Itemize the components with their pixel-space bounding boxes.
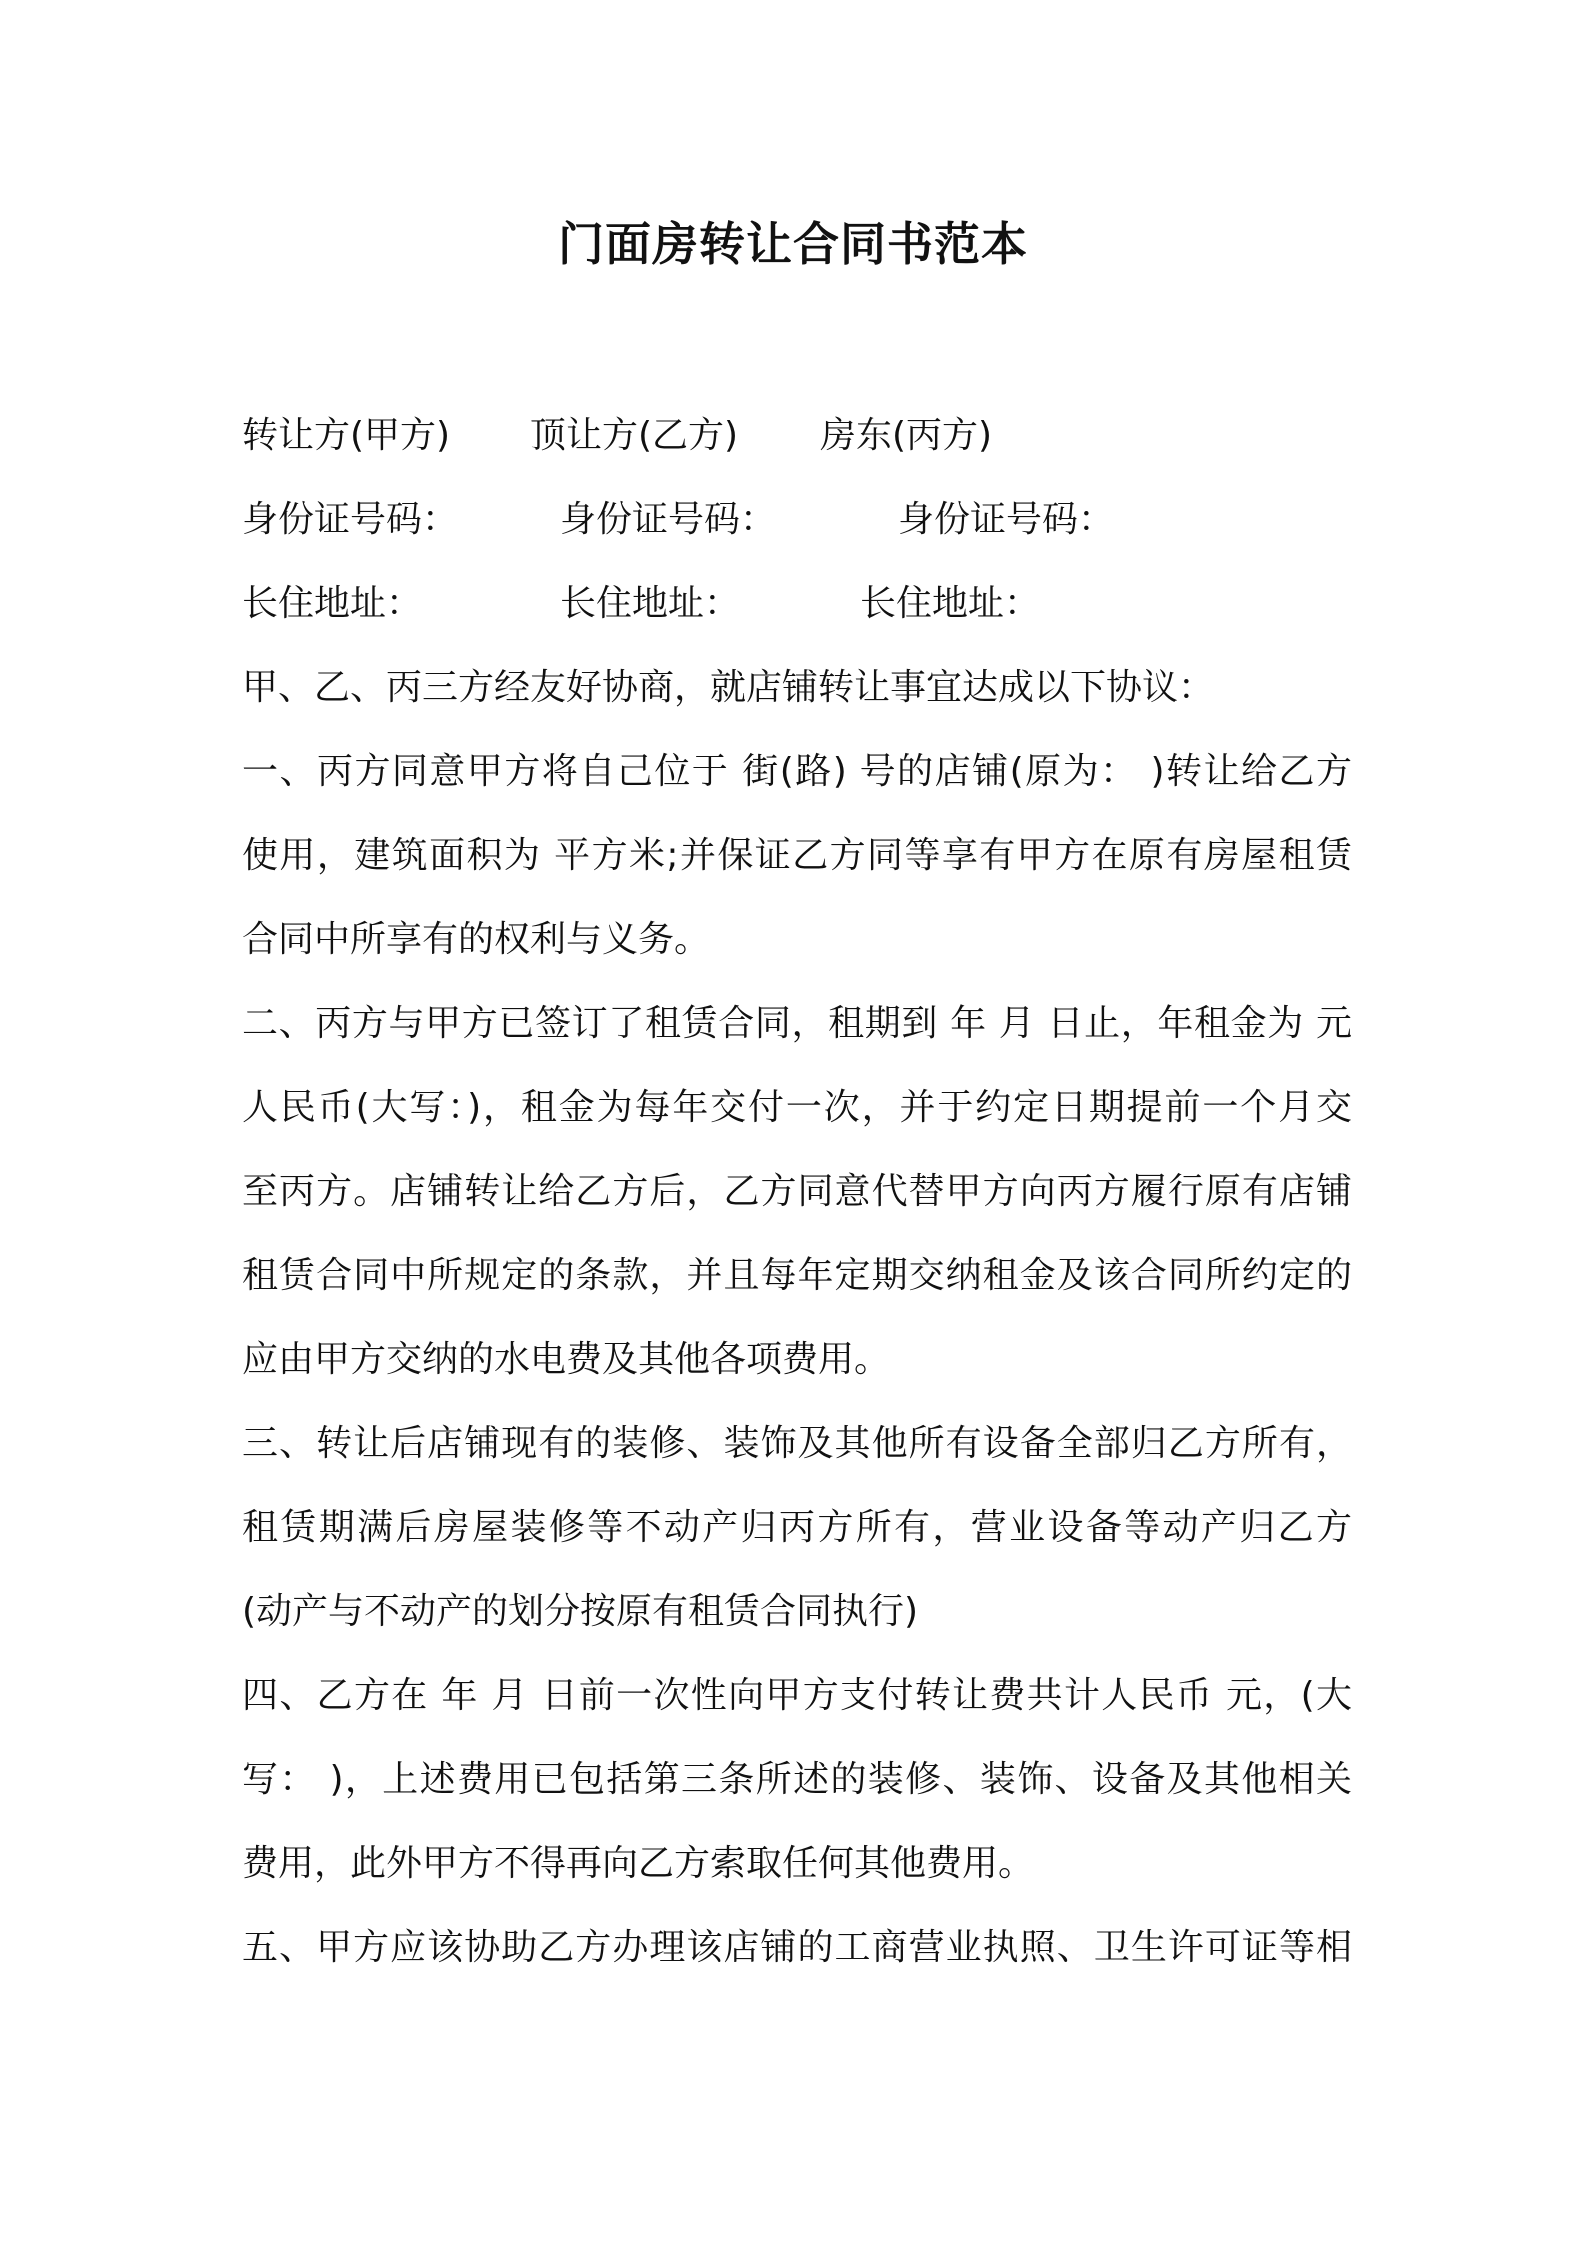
- clause-1-line-2: 使用，建筑面积为 平方米;并保证乙方同等享有甲方在原有房屋租赁: [242, 835, 1352, 876]
- clause-2-line-5: 应由甲方交纳的水电费及其他各项费用。: [242, 1339, 891, 1380]
- document-title: 门面房转让合同书范本: [558, 217, 1028, 271]
- party-id-row: [242, 492, 1392, 548]
- clause-2-line-4: 租赁合同中所规定的条款，并且每年定期交纳租金及该合同所约定的: [242, 1255, 1352, 1296]
- clause-4-line-3: 费用，此外甲方不得再向乙方索取任何其他费用。: [242, 1843, 1035, 1884]
- clause-4-line-2: 写： )，上述费用已包括第三条所述的装修、装饰、设备及其他相关: [242, 1759, 1352, 1800]
- party-b-address-label: 长住地址：: [560, 583, 741, 624]
- clause-3-line-3: (动产与不动产的划分按原有租赁合同执行): [242, 1591, 919, 1632]
- party-c-address-label: 长住地址：: [860, 583, 1041, 624]
- clause-4-line-1: 四、乙方在 年 月 日前一次性向甲方支付转让费共计人民币 元，(大: [242, 1675, 1352, 1716]
- party-a-address-label: 长住地址：: [242, 583, 423, 624]
- clause-2-line-3: 至丙方。店铺转让给乙方后，乙方同意代替甲方向丙方履行原有店铺: [242, 1171, 1352, 1212]
- party-address-row: [242, 576, 1392, 632]
- party-a-id-label: 身份证号码：: [242, 499, 459, 540]
- clause-2-line-1: 二、丙方与甲方已签订了租赁合同，租期到 年 月 日止，年租金为 元: [242, 1003, 1352, 1044]
- clause-3-line-1: 三、转让后店铺现有的装修、装饰及其他所有设备全部归乙方所有，: [242, 1423, 1352, 1464]
- party-c-role: 房东(丙方): [820, 415, 993, 456]
- clause-1-line-1: 一、丙方同意甲方将自己位于 街(路) 号的店铺(原为： )转让给乙方: [242, 751, 1352, 792]
- party-b-id-label: 身份证号码：: [560, 499, 777, 540]
- clause-3-line-2: 租赁期满后房屋装修等不动产归丙方所有，营业设备等动产归乙方: [242, 1507, 1352, 1548]
- agreement-intro: 甲、乙、丙三方经友好协商，就店铺转让事宜达成以下协议：: [242, 667, 1215, 708]
- party-c-id-label: 身份证号码：: [898, 499, 1115, 540]
- party-roles-row: [242, 408, 1392, 464]
- party-a-role: 转让方(甲方): [242, 415, 451, 456]
- clause-5-line-1: 五、甲方应该协助乙方办理该店铺的工商营业执照、卫生许可证等相: [242, 1927, 1352, 1968]
- party-b-role: 顶让方(乙方): [530, 415, 739, 456]
- clause-2-line-2: 人民币(大写：)，租金为每年交付一次，并于约定日期提前一个月交: [242, 1087, 1352, 1128]
- clause-1-line-3: 合同中所享有的权利与义务。: [242, 919, 711, 960]
